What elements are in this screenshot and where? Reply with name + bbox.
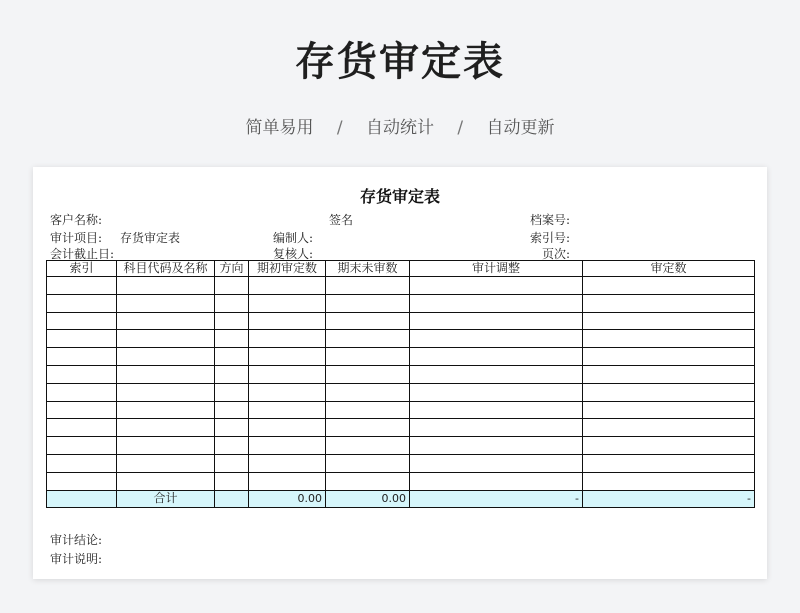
project-label: 审计项目:	[50, 231, 103, 245]
table-cell[interactable]	[249, 419, 326, 437]
table-cell[interactable]	[215, 277, 249, 295]
sign-label: 签名	[329, 213, 354, 227]
table-cell[interactable]	[117, 472, 215, 490]
total-row	[47, 490, 755, 508]
table-cell[interactable]	[583, 365, 755, 383]
audit-conclusion-label: 审计结论:	[50, 533, 103, 547]
table-cell[interactable]	[249, 365, 326, 383]
table-cell[interactable]	[249, 294, 326, 312]
column-header: 期初审定数	[249, 261, 326, 277]
table-cell[interactable]	[215, 437, 249, 455]
table-cell[interactable]	[583, 294, 755, 312]
table-cell[interactable]	[410, 365, 583, 383]
table-cell[interactable]	[117, 437, 215, 455]
table-cell[interactable]	[215, 365, 249, 383]
table-row	[47, 294, 755, 312]
table-cell[interactable]	[117, 383, 215, 401]
table-cell[interactable]	[326, 437, 410, 455]
table-cell[interactable]	[410, 401, 583, 419]
total-adjustment: -	[410, 490, 583, 508]
table-cell[interactable]	[583, 312, 755, 330]
total-closing-unaudited: 0.00	[326, 490, 410, 508]
inventory-table	[46, 260, 755, 508]
table-cell[interactable]	[326, 312, 410, 330]
table-cell[interactable]	[47, 365, 117, 383]
table-cell[interactable]	[410, 419, 583, 437]
client-label: 客户名称:	[50, 213, 103, 227]
table-cell[interactable]	[117, 277, 215, 295]
table-row	[47, 312, 755, 330]
table-cell[interactable]	[249, 401, 326, 419]
table-row	[47, 472, 755, 490]
tag-separator: /	[457, 118, 464, 138]
table-cell[interactable]	[326, 472, 410, 490]
column-header: 期末未审数	[326, 261, 410, 277]
table-cell[interactable]	[583, 454, 755, 472]
total-opening: 0.00	[249, 490, 326, 508]
table-cell[interactable]	[215, 401, 249, 419]
reviewer-label: 复核人:	[273, 247, 314, 261]
table-row	[47, 348, 755, 366]
table-cell[interactable]	[47, 312, 117, 330]
column-header: 索引	[47, 261, 117, 277]
table-cell[interactable]	[326, 401, 410, 419]
table-cell[interactable]	[117, 401, 215, 419]
feature-tag-easy: 简单易用	[245, 118, 314, 138]
table-cell[interactable]	[583, 383, 755, 401]
table-cell[interactable]	[326, 330, 410, 348]
table-cell[interactable]	[47, 419, 117, 437]
table-cell[interactable]	[249, 437, 326, 455]
table-cell[interactable]	[215, 454, 249, 472]
table-cell[interactable]	[249, 330, 326, 348]
table-row	[47, 365, 755, 383]
index-number-label: 索引号:	[530, 231, 571, 245]
table-cell[interactable]	[410, 472, 583, 490]
page-title: 存货审定表	[295, 39, 505, 85]
table-cell[interactable]	[326, 454, 410, 472]
table-cell[interactable]	[47, 348, 117, 366]
table-cell[interactable]	[47, 383, 117, 401]
table-cell[interactable]	[215, 348, 249, 366]
table-row	[47, 419, 755, 437]
table-cell[interactable]	[326, 383, 410, 401]
cutoff-date-label: 会计截止日:	[50, 247, 115, 261]
table-cell[interactable]	[47, 472, 117, 490]
table-cell[interactable]	[583, 330, 755, 348]
feature-tag-auto-update: 自动更新	[486, 118, 555, 138]
table-cell[interactable]	[410, 348, 583, 366]
table-cell[interactable]	[47, 437, 117, 455]
project-value: 存货审定表	[120, 231, 181, 245]
table-cell[interactable]	[47, 330, 117, 348]
table-row	[47, 330, 755, 348]
table-cell[interactable]	[583, 437, 755, 455]
table-cell[interactable]	[410, 454, 583, 472]
sheet-title: 存货审定表	[359, 187, 440, 206]
table-cell[interactable]	[215, 312, 249, 330]
table-cell[interactable]	[117, 312, 215, 330]
table-cell[interactable]	[410, 437, 583, 455]
table-cell[interactable]	[47, 294, 117, 312]
table-cell[interactable]	[117, 294, 215, 312]
feature-tag-auto-stats: 自动统计	[366, 118, 434, 138]
feature-tags	[0, 113, 800, 138]
column-header: 科目代码及名称	[117, 261, 215, 277]
table-cell[interactable]	[47, 454, 117, 472]
total-cell	[215, 490, 249, 508]
table-cell[interactable]	[410, 277, 583, 295]
audit-note-label: 审计说明:	[50, 552, 103, 566]
table-cell[interactable]	[583, 472, 755, 490]
table-cell[interactable]	[215, 472, 249, 490]
table-row	[47, 454, 755, 472]
table-cell[interactable]	[410, 312, 583, 330]
table-cell[interactable]	[326, 277, 410, 295]
table-cell[interactable]	[326, 294, 410, 312]
spreadsheet-preview	[33, 167, 767, 579]
table-cell[interactable]	[117, 365, 215, 383]
table-cell[interactable]	[410, 330, 583, 348]
column-header: 审计调整	[410, 261, 583, 277]
table-cell[interactable]	[583, 401, 755, 419]
table-cell[interactable]	[583, 419, 755, 437]
table-cell[interactable]	[215, 330, 249, 348]
table-cell[interactable]	[249, 383, 326, 401]
table-row	[47, 437, 755, 455]
table-cell[interactable]	[249, 277, 326, 295]
table-cell[interactable]	[249, 454, 326, 472]
table-cell[interactable]	[410, 294, 583, 312]
table-cell[interactable]	[249, 472, 326, 490]
table-cell[interactable]	[326, 348, 410, 366]
preparer-label: 编制人:	[273, 231, 314, 245]
table-cell[interactable]	[117, 348, 215, 366]
column-header: 审定数	[583, 261, 755, 277]
table-cell[interactable]	[47, 277, 117, 295]
table-cell[interactable]	[215, 294, 249, 312]
table-cell[interactable]	[215, 419, 249, 437]
table-header-row	[47, 261, 755, 277]
archive-label: 档案号:	[530, 213, 571, 227]
table-cell[interactable]	[117, 454, 215, 472]
table-cell[interactable]	[410, 383, 583, 401]
table-cell[interactable]	[326, 365, 410, 383]
table-row	[47, 401, 755, 419]
total-label: 合计	[117, 490, 215, 508]
table-cell[interactable]	[215, 383, 249, 401]
table-cell[interactable]	[249, 348, 326, 366]
table-cell[interactable]	[583, 348, 755, 366]
total-cell	[47, 490, 117, 508]
column-header: 方向	[215, 261, 249, 277]
table-cell[interactable]	[249, 312, 326, 330]
table-row	[47, 383, 755, 401]
table-row	[47, 277, 755, 295]
tag-separator: /	[336, 118, 343, 138]
table-cell[interactable]	[326, 419, 410, 437]
table-cell[interactable]	[117, 330, 215, 348]
total-audited: -	[583, 490, 755, 508]
table-cell[interactable]	[583, 277, 755, 295]
page-number-label: 页次:	[542, 247, 571, 261]
table-cell[interactable]	[47, 401, 117, 419]
table-cell[interactable]	[117, 419, 215, 437]
